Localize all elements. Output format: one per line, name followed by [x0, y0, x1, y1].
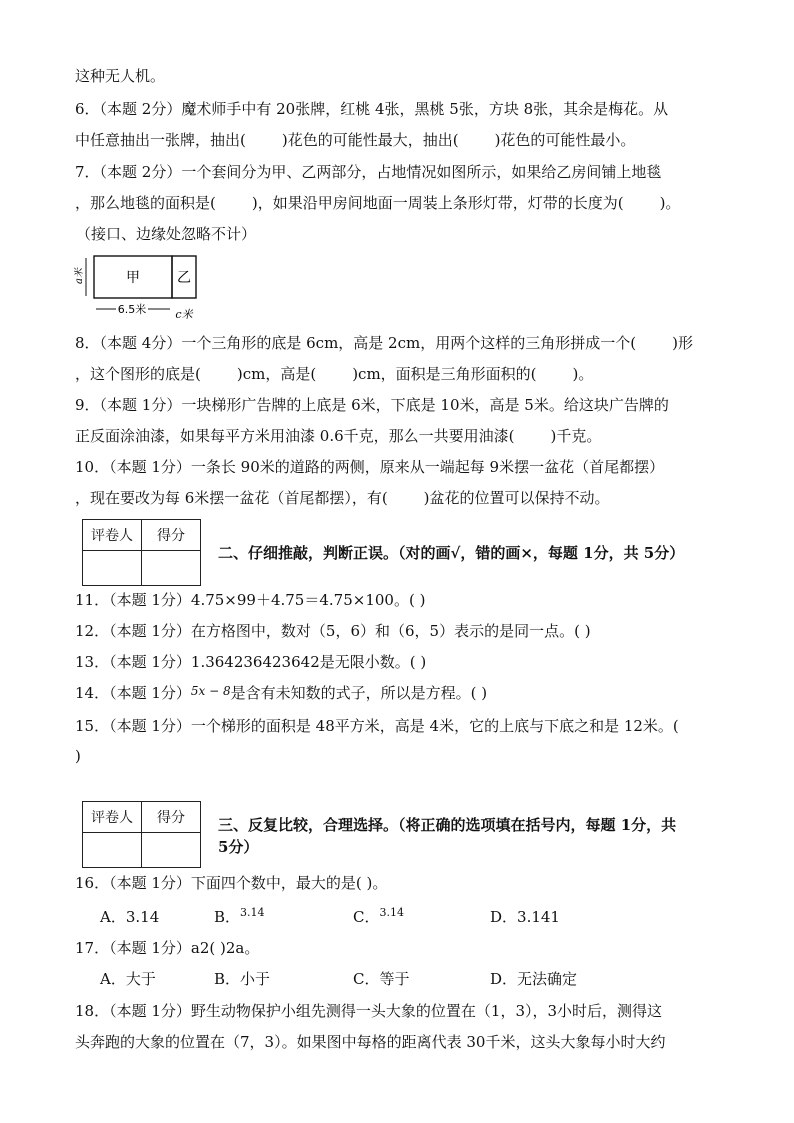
q11-line: 11．（本题 1分）4.75×99＋4.75＝4.75×100。( )	[75, 591, 426, 609]
q9-line1: 9．（本题 1分）一块梯形广告牌的上底是 6米，下底是 10米，高是 5米。给这块广告牌的	[75, 396, 669, 414]
section-3-title-line1: 三、反复比较，合理选择。（将正确的选项填在括号内，每题 1分，共	[218, 816, 677, 834]
side-label: a米	[74, 268, 85, 284]
q16-option-c-value: 3.14	[379, 906, 404, 919]
room-b-label: 乙	[177, 270, 191, 286]
q16-option-c[interactable]	[353, 907, 404, 929]
q16-option-a[interactable]: A．3.14	[100, 908, 160, 926]
score-header: 得分	[142, 520, 201, 551]
q8-text-c: ，这个图形的底是(	[75, 365, 201, 383]
q16-option-b-value: 3.14	[240, 906, 265, 919]
q7-line3: （接口、边缘处忽略不计）	[76, 225, 257, 243]
q15-line2: )	[75, 747, 81, 765]
q17-option-b[interactable]: B．小于	[214, 970, 271, 988]
grader-header: 评卷人	[83, 520, 142, 551]
q7-text-b: )，如果沿甲房间地面一周装上条形灯带，灯带的长度为(	[251, 194, 624, 212]
q8-text-b: )形	[672, 334, 693, 352]
q18-line2: 头奔跑的大象的位置在（7，3）。如果图中每格的距离代表 30千米，这头大象每小时大约	[75, 1033, 666, 1051]
bottom-label: 6.5米	[117, 303, 147, 316]
q17-option-c[interactable]: C．等于	[353, 970, 410, 988]
q18-line1: 18．（本题 1分）野生动物保护小组先测得一头大象的位置在（1，3），3小时后，测得这	[75, 1002, 663, 1020]
q6-line2	[75, 130, 635, 150]
room-a-label: 甲	[126, 270, 140, 286]
q6-text-a: 中任意抽出一张牌，抽出(	[75, 131, 246, 149]
q16-option-b-label: B．	[214, 908, 241, 926]
q10-line1: 10．（本题 1分）一条长 90米的道路的两侧，原来从一端起每 9米摆一盆花（首尾都摆）	[75, 458, 665, 476]
q8-text-d: )cm，高是(	[236, 365, 317, 383]
q8-text-a: 8．（本题 4分）一个三角形的底是 6cm，高是 2cm，用两个这样的三角形拼成一个(	[75, 334, 637, 352]
q9-line2	[75, 426, 601, 446]
q14-line	[75, 683, 487, 704]
q8-text-f: )。	[572, 365, 594, 383]
q16-option-b[interactable]	[214, 907, 265, 929]
q16-option-c-label: C．	[353, 908, 380, 926]
q14-prefix: 14．（本题 1分）	[75, 684, 191, 702]
q14-suffix: 是含有未知数的式子，所以是方程。( )	[230, 684, 488, 702]
q6-text-c: )花色的可能性最小。	[494, 131, 636, 149]
q17-stem: 17．（本题 1分）a2( )2a。	[75, 939, 260, 957]
q13-line: 13．（本题 1分）1.364236423642是无限小数。( )	[75, 653, 427, 671]
q6-text-b: )花色的可能性最大，抽出(	[281, 131, 459, 149]
score-cell[interactable]	[142, 833, 201, 868]
q16-option-d[interactable]: D．3.141	[490, 908, 560, 926]
q10-line2	[75, 488, 610, 508]
grader-header: 评卷人	[83, 802, 142, 833]
section-3-title-line2: 5分）	[218, 838, 259, 856]
q17-option-a[interactable]: A．大于	[100, 970, 156, 988]
q17-option-d[interactable]: D．无法确定	[490, 970, 578, 988]
q9-text-b: )千克。	[550, 427, 602, 445]
q14-expression: 5x − 8	[190, 684, 231, 698]
grade-table-2	[82, 519, 201, 586]
section-2-title: 二、仔细推敲，判断正误。（对的画√，错的画×，每题 1分，共 5分）	[218, 544, 685, 562]
q7-text-c: )。	[659, 194, 681, 212]
q8-line2	[75, 364, 593, 384]
q10-text-a: ，现在要改为每 6米摆一盆花（首尾都摆），有(	[75, 489, 388, 507]
q10-text-b: )盆花的位置可以保持不动。	[423, 489, 610, 507]
intro-line: 这种无人机。	[75, 67, 166, 85]
q16-stem: 16．（本题 1分）下面四个数中，最大的是( )。	[75, 874, 388, 892]
q15-line1: 15．（本题 1分）一个梯形的面积是 48平方米，高是 4米，它的上底与下底之和是 12米。(	[75, 717, 679, 735]
q8-text-e: )cm，面积是三角形面积的(	[352, 365, 537, 383]
grader-cell[interactable]	[83, 551, 142, 586]
q7-text-a: ，那么地毯的面积是(	[75, 194, 216, 212]
grade-table-3	[82, 801, 201, 868]
q7-line2	[75, 193, 680, 213]
room-diagram	[74, 252, 204, 324]
grader-cell[interactable]	[83, 833, 142, 868]
q9-text-a: 正反面涂油漆，如果每平方米用油漆 0.6千克，那么一共要用油漆(	[75, 427, 515, 445]
score-cell[interactable]	[142, 551, 201, 586]
score-header: 得分	[142, 802, 201, 833]
q12-line: 12．（本题 1分）在方格图中，数对（5，6）和（6，5）表示的是同一点。( )	[75, 622, 591, 640]
c-label: c米	[175, 308, 193, 321]
q6-line1: 6．（本题 2分）魔术师手中有 20张牌，红桃 4张，黑桃 5张，方块 8张，其余是梅花。从	[75, 100, 669, 118]
q7-line1: 7．（本题 2分）一个套间分为甲、乙两部分，占地情况如图所示，如果给乙房间铺上地毯	[75, 163, 662, 181]
q8-line1	[75, 333, 693, 353]
